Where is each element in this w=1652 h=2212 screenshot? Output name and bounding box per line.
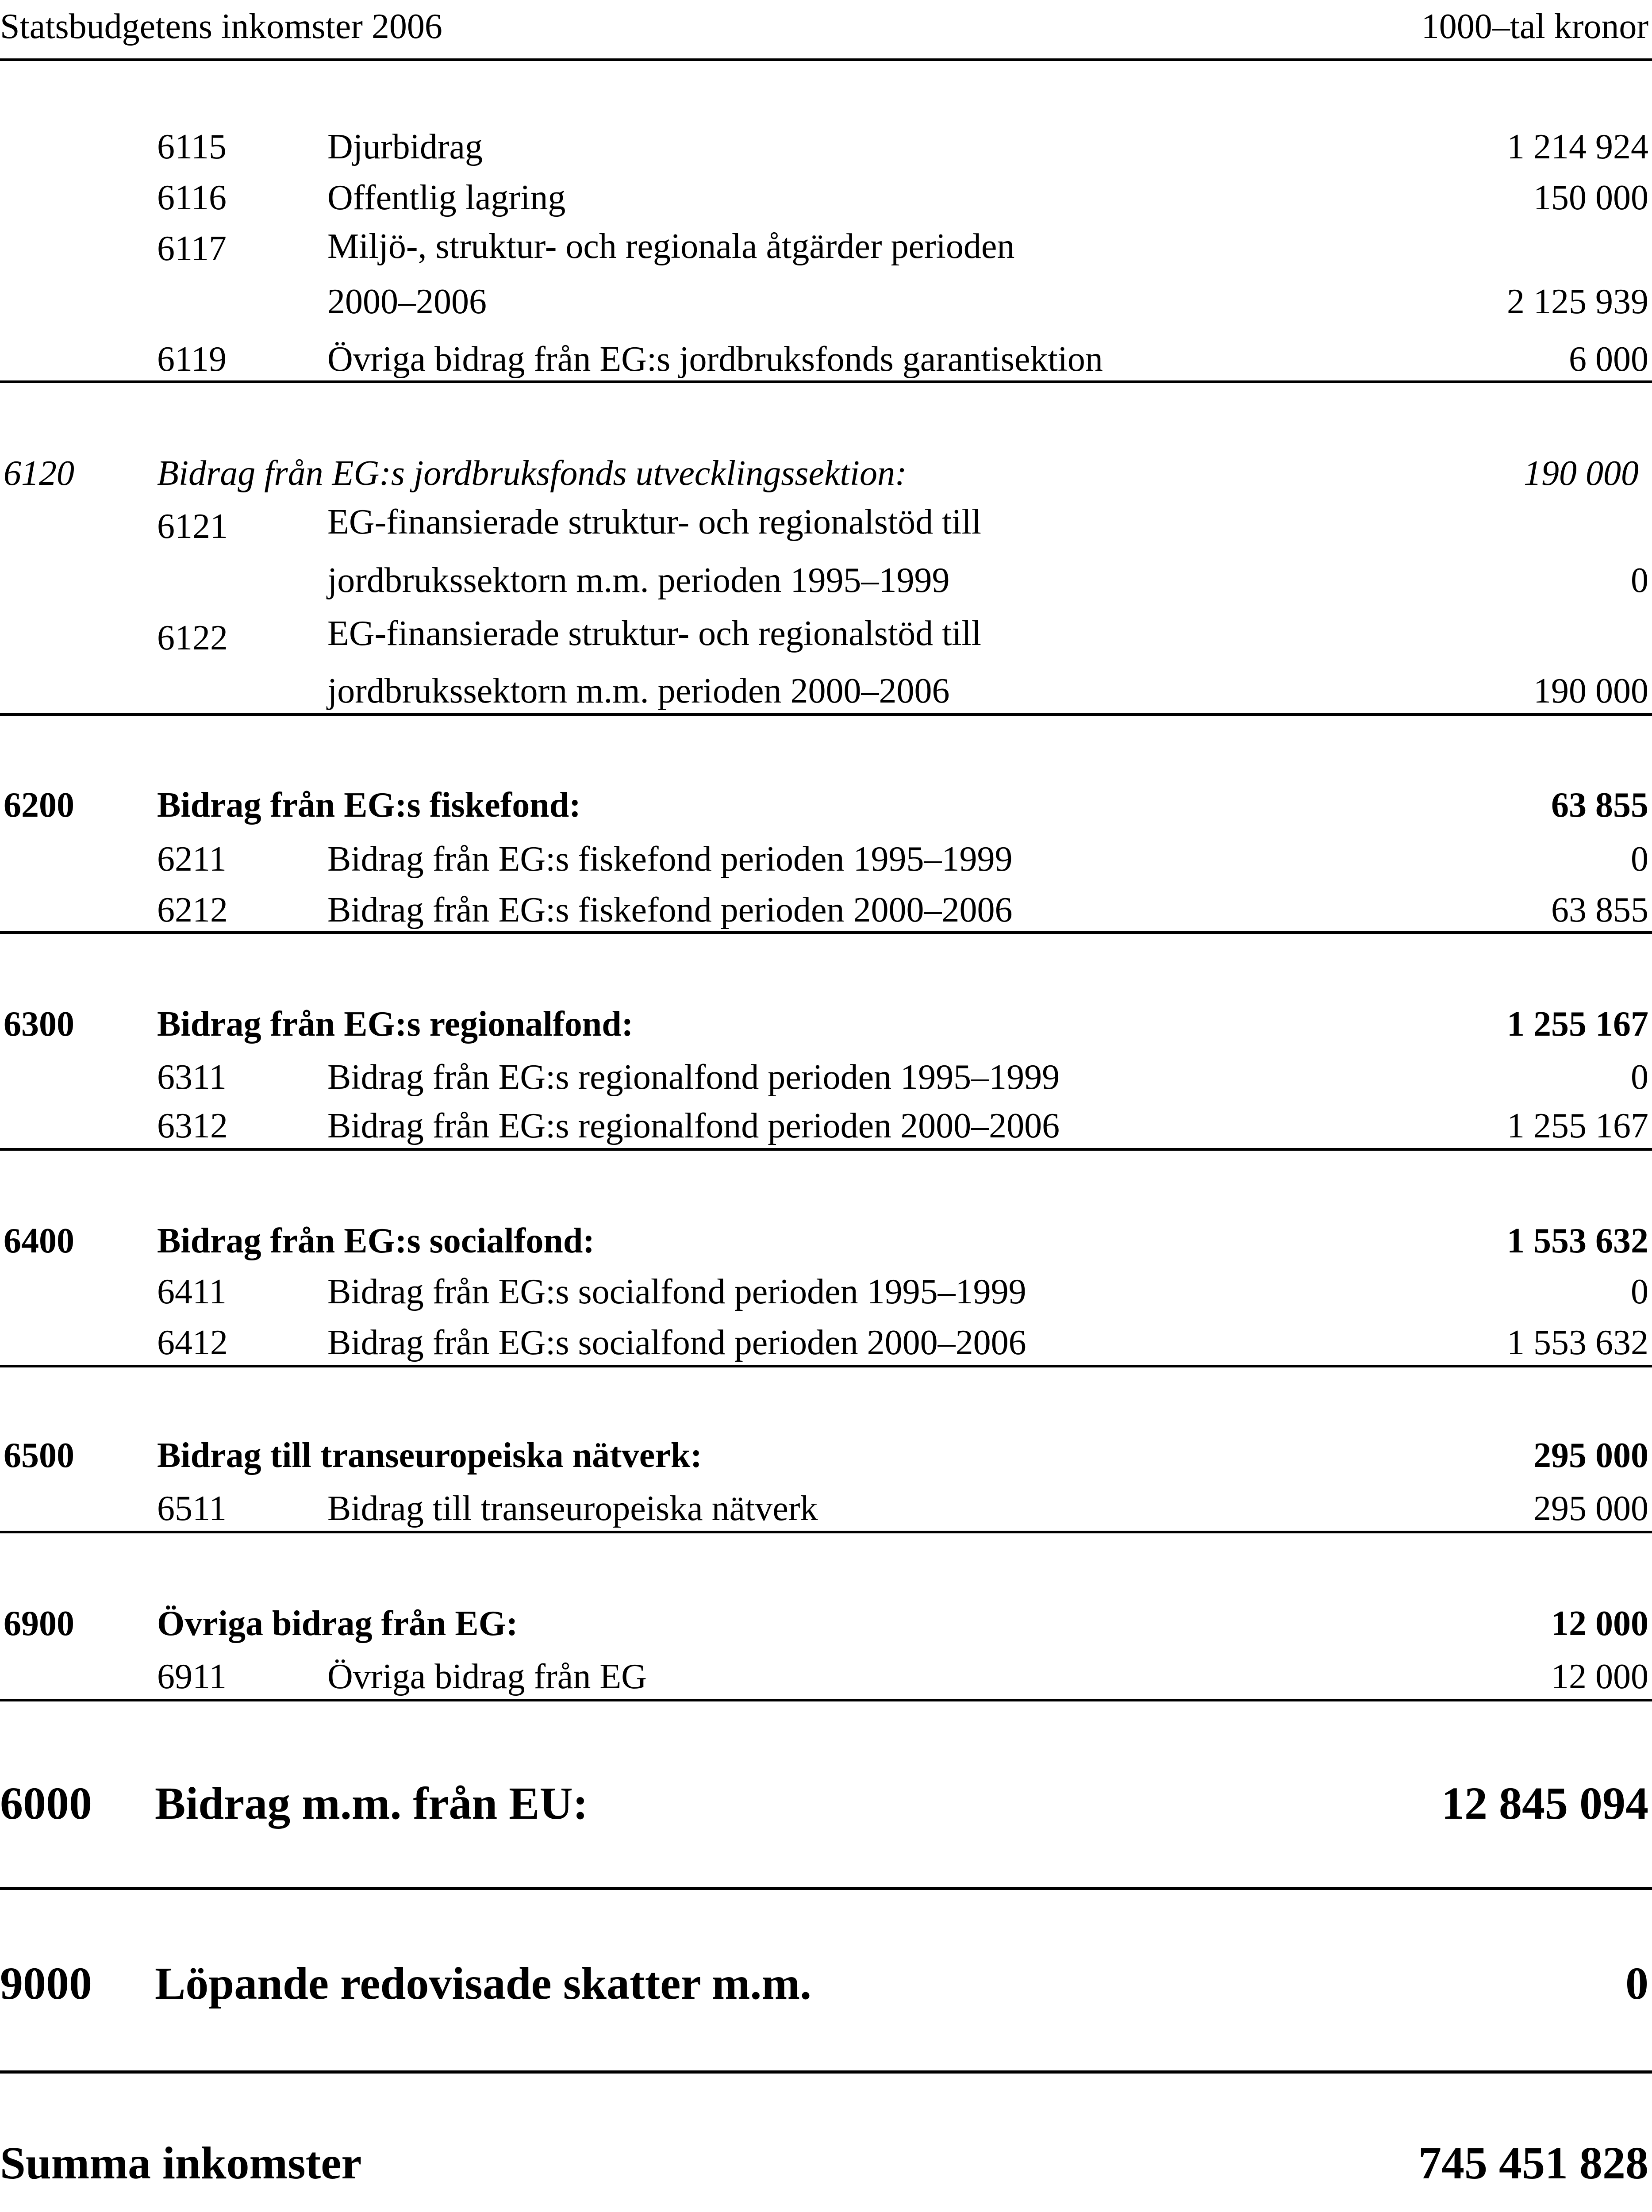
row-code: 6911 (157, 1657, 227, 1696)
row-text: Offentlig lagring (327, 178, 566, 217)
row-code: 6211 (157, 840, 227, 879)
section-divider (0, 1365, 1652, 1367)
row-code: 6117 (157, 229, 227, 268)
heading-amount: 12 000 (1551, 1604, 1648, 1643)
row-text: Bidrag från EG:s socialfond perioden 1995–1999 (327, 1272, 1026, 1311)
total-text: Löpande redovisade skatter m.m. (155, 1958, 811, 2009)
row-text: Bidrag till transeuropeiska nätverk (327, 1489, 818, 1528)
row-amount: 6 000 (1569, 340, 1648, 379)
heading-amount: 63 855 (1551, 786, 1648, 825)
heading-text: Bidrag från EG:s socialfond: (157, 1221, 595, 1260)
heading-code: 6500 (4, 1436, 74, 1475)
row-code: 6412 (157, 1323, 228, 1362)
total-amount: 12 845 094 (1441, 1778, 1648, 1829)
row-text: Bidrag från EG:s fiskefond perioden 2000–2006 (327, 891, 1013, 929)
row-amount: 1 553 632 (1507, 1323, 1648, 1362)
heading-amount: 1 255 167 (1507, 1005, 1648, 1044)
heading-text: Bidrag från EG:s jordbruksfonds utvecklingssektion: (157, 454, 907, 493)
heading-text: Bidrag till transeuropeiska nätverk: (157, 1436, 702, 1475)
section-divider (0, 713, 1652, 716)
row-text: Övriga bidrag från EG (327, 1657, 647, 1696)
row-amount: 295 000 (1533, 1489, 1648, 1528)
row-amount: 0 (1631, 1272, 1648, 1311)
header-divider (0, 58, 1652, 61)
heading-amount: 1 553 632 (1507, 1221, 1648, 1260)
row-text: EG-finansierade struktur- och regionalstöd till (327, 503, 981, 541)
row-code: 6122 (157, 618, 228, 657)
row-amount: 0 (1631, 561, 1648, 600)
section-divider (0, 2070, 1652, 2074)
section-divider (0, 1148, 1652, 1151)
heading-code: 6400 (4, 1221, 74, 1260)
total-text: Bidrag m.m. från EU: (155, 1778, 588, 1829)
heading-amount: 190 000 (1524, 454, 1639, 493)
row-code: 6212 (157, 891, 228, 929)
row-code: 6116 (157, 178, 227, 217)
row-text: Bidrag från EG:s regionalfond perioden 2000–2006 (327, 1106, 1060, 1145)
section-divider (0, 380, 1652, 383)
row-text-continued: jordbrukssektorn m.m. perioden 2000–2006 (327, 672, 950, 710)
row-code: 6121 (157, 507, 228, 546)
row-text: Bidrag från EG:s socialfond perioden 2000–2006 (327, 1323, 1026, 1362)
total-amount: 0 (1625, 1958, 1648, 2009)
row-code: 6511 (157, 1489, 227, 1528)
row-code: 6115 (157, 127, 227, 166)
heading-text: Bidrag från EG:s fiskefond: (157, 786, 581, 825)
row-amount: 190 000 (1533, 672, 1648, 710)
row-amount: 1 214 924 (1507, 127, 1648, 166)
heading-text: Bidrag från EG:s regionalfond: (157, 1005, 634, 1044)
row-code: 6312 (157, 1106, 228, 1145)
row-text: EG-finansierade struktur- och regionalstöd till (327, 614, 981, 653)
row-amount: 12 000 (1551, 1657, 1648, 1696)
row-text-continued: 2000–2006 (327, 282, 487, 321)
row-code: 6119 (157, 340, 227, 379)
row-amount: 2 125 939 (1507, 282, 1648, 321)
unit-label: 1000–tal kronor (1421, 7, 1648, 46)
section-divider (0, 1699, 1652, 1701)
section-divider (0, 931, 1652, 934)
row-amount: 63 855 (1551, 891, 1648, 929)
row-amount: 0 (1631, 1058, 1648, 1097)
document-title: Statsbudgetens inkomster 2006 (0, 7, 442, 46)
heading-code: 6900 (4, 1604, 74, 1643)
row-code: 6311 (157, 1058, 227, 1097)
row-amount: 150 000 (1533, 178, 1648, 217)
row-text: Bidrag från EG:s fiskefond perioden 1995–1999 (327, 840, 1013, 879)
row-text: Miljö-, struktur- och regionala åtgärder perioden (327, 227, 1015, 266)
heading-amount: 295 000 (1533, 1436, 1648, 1475)
row-amount: 1 255 167 (1507, 1106, 1648, 1145)
heading-text: Övriga bidrag från EG: (157, 1604, 518, 1643)
total-code: 9000 (0, 1958, 92, 2009)
section-divider (0, 1531, 1652, 1533)
heading-code: 6200 (4, 786, 74, 825)
heading-code: 6120 (4, 454, 74, 493)
row-text: Bidrag från EG:s regionalfond perioden 1995–1999 (327, 1058, 1060, 1097)
row-text-continued: jordbrukssektorn m.m. perioden 1995–1999 (327, 561, 950, 600)
grand-total-amount: 745 451 828 (1418, 2138, 1648, 2189)
row-amount: 0 (1631, 840, 1648, 879)
heading-code: 6300 (4, 1005, 74, 1044)
total-code: 6000 (0, 1778, 92, 1829)
row-code: 6411 (157, 1272, 227, 1311)
section-divider (0, 1887, 1652, 1890)
grand-total-label: Summa inkomster (0, 2138, 362, 2189)
row-text: Djurbidrag (327, 127, 483, 166)
row-text: Övriga bidrag från EG:s jordbruksfonds garantisektion (327, 340, 1103, 379)
